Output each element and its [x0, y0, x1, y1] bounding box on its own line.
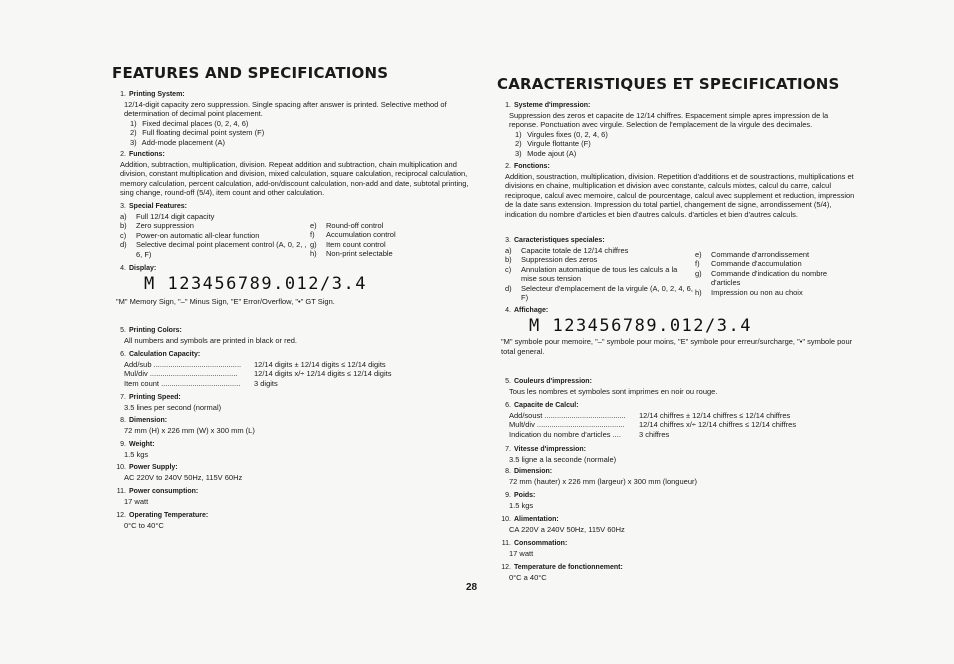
section-couleurs-impression: 5. Couleurs d'impression: Tous les nombres et symboles sont imprimes en noir ou rouge. — [505, 378, 718, 396]
list-item: g) Commande d'indication du nombre d'articles — [695, 268, 828, 287]
section-poids: 9. Poids: 1.5 kgs — [505, 492, 536, 510]
list-item: e) Round-off control — [310, 220, 384, 230]
section-printing-speed: 7. Printing Speed: 3.5 lines per second (normal) — [120, 394, 222, 412]
section-caracteristiques-speciales: 3. Caracteristiques speciales: a) Capacite totale de 12/14 chiffres b) Suppression des zeros c) Annulation automatique de tous les calculs a la mise sous tension d) Selecteur d'emplacement de la virgule (A, 0, 2, 4, 6, F) e) Commande d'arrondissement f) Commande d'accumulation g) Commande d'indication du nombre d'articles h) Impression ou non au choix — [497, 236, 857, 303]
section-display: 4. Display: M 123456789.012/3.4 "M" Memory Sign, "–" Minus Sign, "E" Error/Overflow, "•" GT Sign. — [112, 264, 474, 307]
list-item: e) Commande d'arrondissement — [695, 249, 810, 259]
list-item: h) Impression ou non au choix — [695, 287, 803, 297]
list-item: g) Item count control — [310, 239, 386, 249]
list-item: 3) Mode ajout (A) — [515, 148, 577, 158]
section-dimension: 8. Dimension: 72 mm (H) x 226 mm (W) x 300 mm (L) — [120, 417, 255, 435]
list-item: d) Selecteur d'emplacement de la virgule (A, 0, 2, 4, 6, F) — [505, 283, 693, 302]
section-capacite-calcul: 6. Capacite de Calcul: Add/soust ....................................... 12/14 chiffres ± 12/14 chiffres ≤ 12/14 chiffres Mult/div .......................................... 12/14 chiffres x/÷ 12/14 chiffres ≤ 12/14 chiffres Indication du nombre d'articles .... 3 chiffres — [497, 401, 857, 439]
list-item: h) Non-print selectable — [310, 249, 393, 258]
list-item: f) Accumulation control — [310, 230, 396, 239]
table-row: Add/soust ....................................... 12/14 chiffres ± 12/14 chiffres ≤ 12/14 chiffres — [509, 410, 791, 420]
list-item: 2) Full floating decimal point system (F) — [130, 128, 265, 137]
list-item: 1) Virgules fixes (0, 2, 4, 6) — [515, 129, 608, 139]
section-consommation: 11. Consommation: 17 watt — [501, 540, 568, 558]
section-power-consumption: 11. Power consumption: 17 watt — [116, 488, 199, 506]
section-fonctions: 2. Fonctions: Addition, soustraction, multiplication, division. Repetition d'additions et de soustractions, multiplications et divisions en chaine, multiplication et division avec constante, calculs mixtes, calcul du carre, calcul reciproque, calcul avec memoire, calcul de pourcentage, calcul avec supplement et reduction, impression de la date sans extension. Impression du total partiel, changement de signe, arrondissement (5/4), indication du nombre d'articles et bien d'autres calculs. d'articles et bien d'autres calculs. — [505, 163, 855, 219]
page-number: 28 — [466, 582, 478, 593]
display-readout: M 123456789.012/3.4 — [144, 273, 367, 294]
table-row: Mult/div .......................................... 12/14 chiffres x/÷ 12/14 chiffres ≤ 12/14 chiffres — [509, 420, 797, 429]
list-item: c) Power-on automatic all-clear function — [120, 230, 260, 240]
section-alimentation: 10. Alimentation: CA 220V a 240V 50Hz, 115V 60Hz — [501, 516, 625, 534]
list-item: a) Full 12/14 digit capacity — [120, 211, 215, 221]
table-row: Add/sub .......................................... 12/14 digits ± 12/14 digits ≤ 12/14 digits — [124, 359, 386, 369]
list-item: 1) Fixed decimal places (0, 2, 4, 6) — [130, 118, 249, 128]
page-title-french: CARACTERISTIQUES ET SPECIFICATIONS — [497, 75, 840, 93]
page-title-english: FEATURES AND SPECIFICATIONS — [112, 64, 389, 82]
table-row: Indication du nombre d'articles .... 3 chiffres — [509, 429, 670, 439]
section-weight: 9. Weight: 1.5 kgs — [120, 441, 155, 459]
list-item: 2) Virgule flottante (F) — [515, 139, 591, 148]
section-temperature-fonctionnement: 12. Temperature de fonctionnement: 0°C a 40°C — [501, 564, 623, 582]
list-item: a) Capacite totale de 12/14 chiffres — [505, 245, 629, 255]
list-item: f) Commande d'accumulation — [695, 259, 802, 268]
list-item: b) Zero suppression — [120, 221, 194, 230]
section-printing-colors: 5. Printing Colors: All numbers and symbols are printed in black or red. — [120, 327, 297, 345]
section-affichage: 4. Affichage: M 123456789.012/3.4 "M" symbole pour memoire, "–" symbole pour moins, "E" symbole pour erreur/surcharge, "•" symbole pour total general. — [497, 306, 857, 356]
section-functions: 2. Functions: Addition, subtraction, multiplication, division. Repeat addition and subtraction, chain multiplication and division, constant multiplication and division, mixed calculation, square calculation, reciprocal calculation, memory calculation, percent calculation, add-on/discount calculation, non-add and date, subtotal printing, sing change, round-off (5/4), item count and other calculation. — [120, 151, 469, 197]
table-row: Item count ...................................... 3 digits — [124, 378, 278, 388]
section-vitesse-impression: 7. Vitesse d'impression: 3.5 ligne a la seconde (normale) — [505, 446, 617, 464]
list-item: 3) Add-mode placement (A) — [130, 137, 226, 147]
display-readout: M 123456789.012/3.4 — [529, 315, 752, 336]
section-calculation-capacity: 6. Calculation Capacity: Add/sub .......................................... 12/14 digits ± 12/14 digits ≤ 12/14 digits Mul/div .......................................... 12/14 digits x/÷ 12/14 digits ≤ 12/14 digits Item count ...................................... 3 digits — [112, 350, 474, 388]
list-item: b) Suppression des zeros — [505, 255, 598, 264]
table-row: Mul/div .......................................... 12/14 digits x/÷ 12/14 digits ≤ 12/14 digits — [124, 369, 392, 378]
section-dimension-fr: 8. Dimension: 72 mm (hauter) x 226 mm (largeur) x 300 mm (longueur) — [505, 468, 697, 486]
list-item: d) Selective decimal point placement control (A, 0, 2, , 6, F) — [120, 240, 307, 259]
section-operating-temperature: 12. Operating Temperature: 0°C to 40°C — [116, 512, 209, 530]
section-power-supply: 10. Power Supply: AC 220V to 240V 50Hz, 115V 60Hz — [116, 464, 243, 482]
section-systeme-impression: 1. Systeme d'impression: Suppression des zeros et capacite de 12/14 chiffres. Espacement simple apres impression de la reponse. Ponctuation avec virgule. Selection de l'emplacement de la virgule des decimales. 1) Virgules fixes (0, 2, 4, 6) 2) Virgule flottante (F) 3) Mode ajout (A) — [497, 101, 857, 158]
list-item: c) Annulation automatique de tous les calculs a la mise sous tension — [505, 264, 678, 283]
section-printing-system: 1. Printing System: 12/14-digit capacity zero suppression. Single spacing after answer is printed. Selective method of determination of decimal point placement. 1) Fixed decimal places (0, 2, 4, 6) 2) Full floating decimal point system (F) 3) Add-mode placement (A) — [112, 90, 474, 147]
section-special-features: 3. Special Features: a) Full 12/14 digit capacity b) Zero suppression c) Power-on automatic all-clear function d) Selective decimal point placement control (A, 0, 2, , 6, F) e) Round-off control f) Accumulation control g) Item count control h) Non-print selectable — [112, 202, 474, 259]
